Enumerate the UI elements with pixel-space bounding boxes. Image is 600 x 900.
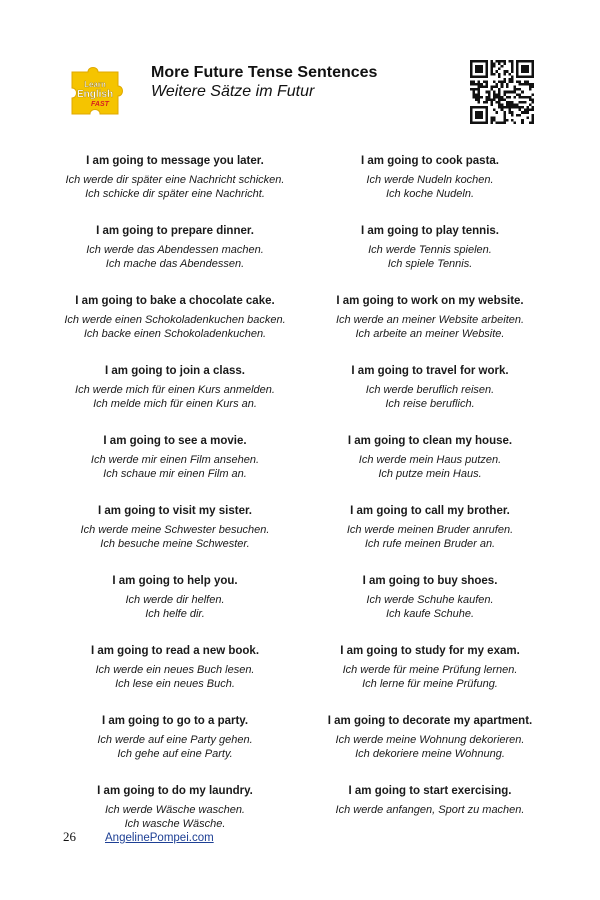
german-translation: Ich werde Wäsche waschen. — [104, 804, 245, 816]
sentence-entry — [50, 359, 300, 411]
german-translation: Ich schicke dir später eine Nachricht. — [85, 188, 265, 200]
left-column — [50, 149, 300, 849]
german-translation: Ich werde dir später eine Nachricht schicken. — [65, 174, 285, 186]
sentence-entry — [305, 709, 555, 761]
sentence-entry — [50, 639, 300, 691]
website-link[interactable]: AngelinePompei.com — [105, 832, 214, 844]
german-translation: Ich kaufe Schuhe. — [385, 608, 475, 620]
german-translation: Ich mache das Abendessen. — [105, 258, 245, 270]
english-sentence: I am going to join a class. — [105, 365, 245, 377]
english-sentence: I am going to clean my house. — [347, 435, 513, 447]
german-translation: Ich werde auf eine Party gehen. — [97, 734, 253, 746]
sentence-entry — [305, 219, 555, 271]
german-translation: Ich schaue mir einen Film an. — [103, 468, 247, 480]
german-translation: Ich werde meine Wohnung dekorieren. — [335, 734, 525, 746]
german-translation: Ich werde dir helfen. — [125, 594, 225, 606]
header — [151, 63, 377, 101]
sentence-entry — [50, 569, 300, 621]
german-translation: Ich putze mein Haus. — [378, 468, 482, 480]
english-sentence: I am going to see a movie. — [103, 435, 247, 447]
logo-line3: FAST — [91, 101, 109, 108]
english-sentence: I am going to travel for work. — [351, 365, 509, 377]
german-translation: Ich werde das Abendessen machen. — [86, 244, 264, 256]
sentence-entry — [50, 429, 300, 481]
english-sentence: I am going to play tennis. — [360, 225, 499, 237]
english-sentence: I am going to help you. — [112, 575, 238, 587]
german-translation: Ich lerne für meine Prüfung. — [362, 678, 498, 690]
german-translation: Ich lese ein neues Buch. — [115, 678, 235, 690]
german-translation: Ich besuche meine Schwester. — [100, 538, 250, 550]
english-sentence: I am going to decorate my apartment. — [327, 715, 533, 727]
german-translation: Ich werde einen Schokoladenkuchen backen. — [64, 314, 286, 326]
german-translation: Ich koche Nudeln. — [385, 188, 475, 200]
learn-english-fast-logo — [66, 62, 130, 120]
page-number: 26 — [63, 829, 76, 844]
sentence-entry — [50, 499, 300, 551]
german-translation: Ich werde mein Haus putzen. — [358, 454, 502, 466]
german-translation: Ich werde mich für einen Kurs anmelden. — [75, 384, 275, 396]
sentence-entry — [305, 289, 555, 341]
sentence-entry — [305, 569, 555, 621]
german-translation: Ich werde für meine Prüfung lernen. — [342, 664, 518, 676]
english-sentence: I am going to cook pasta. — [360, 155, 500, 167]
german-translation: Ich arbeite an meiner Website. — [355, 328, 505, 340]
logo-line2: English — [76, 89, 114, 100]
german-translation: Ich werde mir einen Film ansehen. — [90, 454, 260, 466]
german-translation: Ich spiele Tennis. — [387, 258, 473, 270]
german-translation: Ich rufe meinen Bruder an. — [364, 538, 496, 550]
english-sentence: I am going to message you later. — [86, 155, 264, 167]
sentence-entry — [50, 219, 300, 271]
sentence-entry — [305, 149, 555, 201]
german-translation: Ich gehe auf eine Party. — [117, 748, 233, 760]
german-translation: Ich werde an meiner Website arbeiten. — [335, 314, 525, 326]
sentence-entry — [305, 639, 555, 691]
german-translation: Ich dekoriere meine Wohnung. — [355, 748, 505, 760]
german-translation: Ich wasche Wäsche. — [124, 818, 226, 830]
german-translation: Ich werde beruflich reisen. — [365, 384, 495, 396]
german-translation: Ich reise beruflich. — [385, 398, 475, 410]
english-sentence: I am going to bake a chocolate cake. — [75, 295, 275, 307]
sentence-entry — [50, 149, 300, 201]
english-sentence: I am going to read a new book. — [90, 645, 260, 657]
sentence-entry — [305, 499, 555, 551]
page-title: More Future Tense Sentences — [151, 64, 378, 81]
english-sentence: I am going to work on my website. — [336, 295, 524, 307]
english-sentence: I am going to prepare dinner. — [96, 225, 254, 237]
german-translation: Ich werde Tennis spielen. — [368, 244, 492, 256]
english-sentence: I am going to buy shoes. — [362, 575, 498, 587]
english-sentence: I am going to study for my exam. — [340, 645, 520, 657]
german-translation: Ich helfe dir. — [145, 608, 205, 620]
logo-line1: Learn — [84, 80, 106, 89]
right-column — [305, 149, 555, 849]
sentence-entry — [50, 289, 300, 341]
english-sentence: I am going to do my laundry. — [97, 785, 253, 797]
german-translation: Ich werde Schuhe kaufen. — [366, 594, 494, 606]
sentence-entry — [50, 709, 300, 761]
sentence-entry — [305, 429, 555, 481]
german-translation: Ich melde mich für einen Kurs an. — [93, 398, 257, 410]
english-sentence: I am going to visit my sister. — [97, 505, 252, 517]
qr-code-icon — [470, 60, 534, 124]
german-translation: Ich werde Nudeln kochen. — [366, 174, 494, 186]
english-sentence: I am going to start exercising. — [348, 785, 512, 797]
german-translation: Ich werde meinen Bruder anrufen. — [346, 524, 514, 536]
page-subtitle: Weitere Sätze im Futur — [151, 83, 315, 100]
english-sentence: I am going to call my brother. — [350, 505, 510, 517]
german-translation: Ich werde anfangen, Sport zu machen. — [335, 804, 525, 816]
german-translation: Ich werde ein neues Buch lesen. — [95, 664, 255, 676]
german-translation: Ich werde meine Schwester besuchen. — [80, 524, 270, 536]
german-translation: Ich backe einen Schokoladenkuchen. — [83, 328, 267, 340]
sentence-entry — [305, 359, 555, 411]
german-translation — [305, 817, 555, 831]
english-sentence: I am going to go to a party. — [101, 715, 249, 727]
sentence-entry — [305, 779, 555, 831]
sentence-entry — [50, 779, 300, 831]
